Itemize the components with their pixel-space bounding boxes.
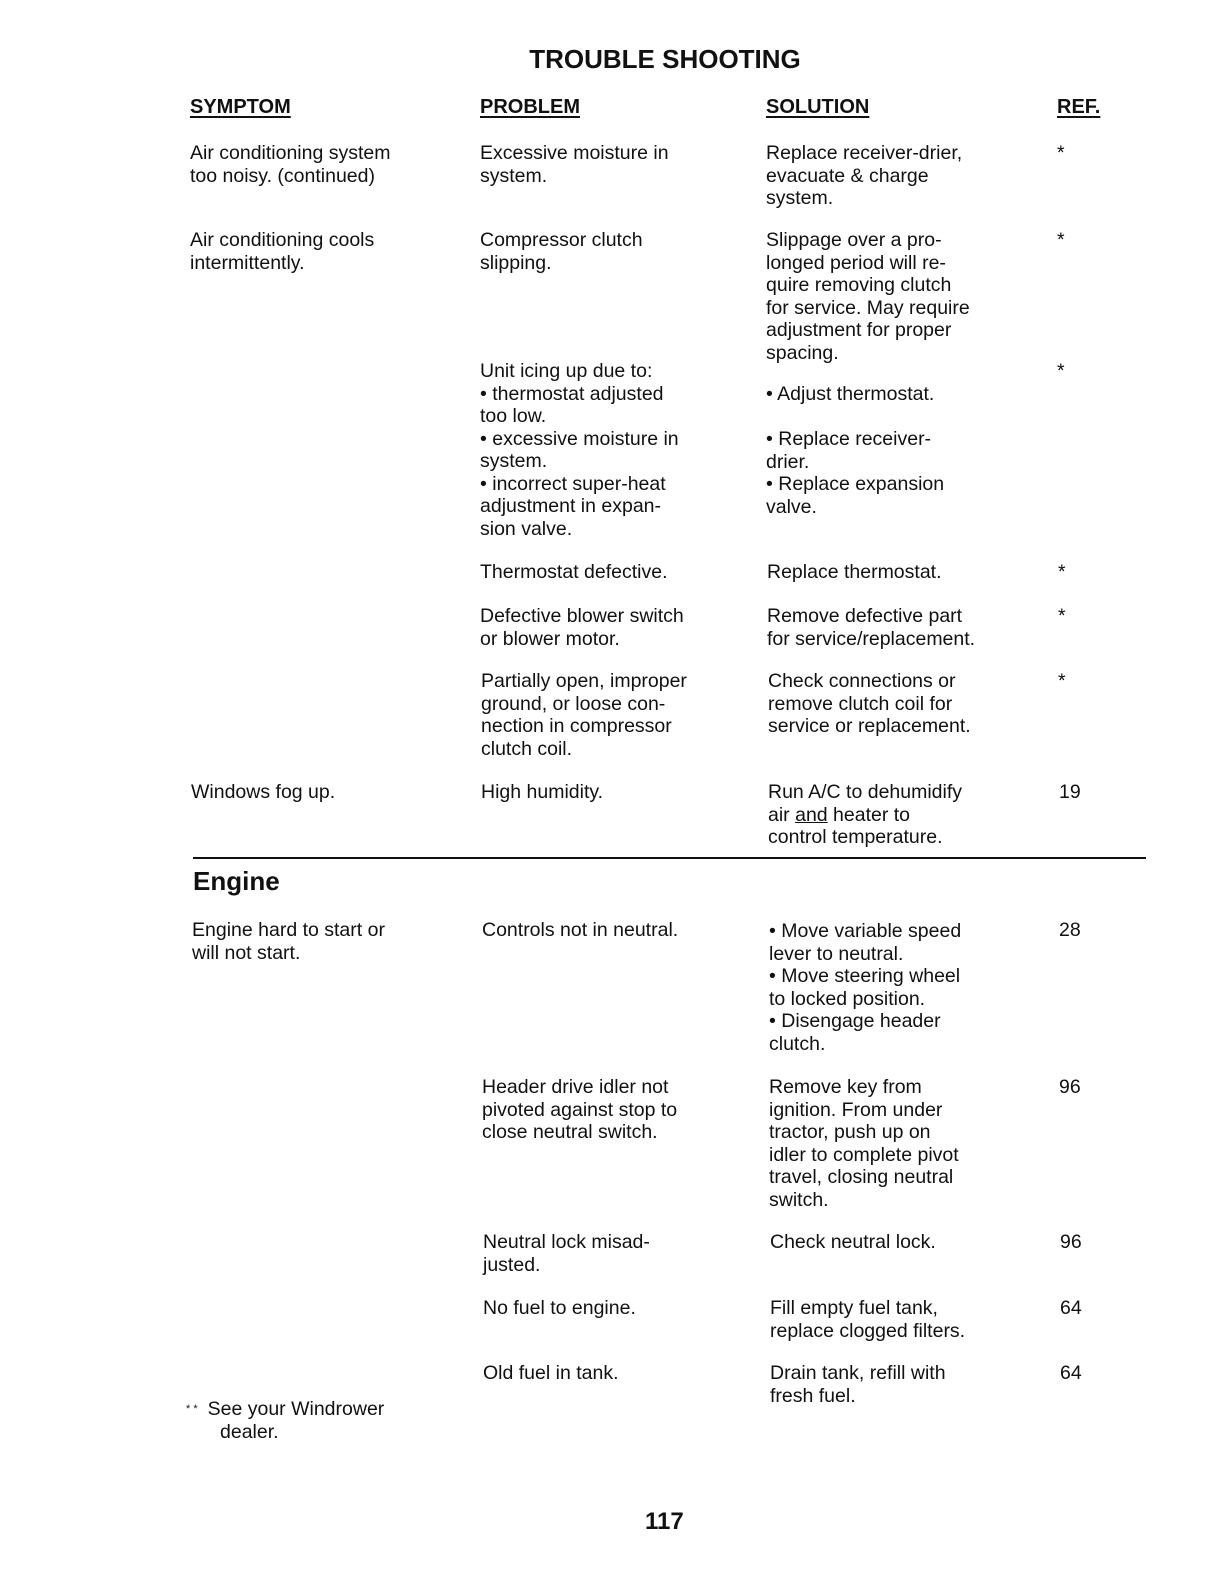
problem-cell: Thermostat defective.: [480, 561, 668, 583]
solution-cell: Replace receiver-drier, evacuate & charge system.: [766, 142, 963, 209]
page-number: 117: [645, 1508, 684, 1535]
solution-cell: • Move variable speed lever to neutral. • Move steering wheel to locked position. • Disengage header clutch.: [769, 920, 962, 1055]
ref-cell: *: [1058, 605, 1066, 627]
solution-cell: Remove key from ignition. From under tractor, push up on idler to complete pivot travel, closing neutral switch.: [769, 1076, 959, 1211]
problem-cell: Neutral lock misad- justed.: [483, 1231, 650, 1276]
ref-column-header: REF.: [1057, 96, 1101, 118]
ref-cell: *: [1058, 561, 1066, 583]
ref-cell: 19: [1059, 781, 1081, 803]
section-heading-engine: Engine: [193, 866, 280, 896]
ref-cell: 28: [1059, 919, 1081, 941]
footnote-text: See your Windrower: [207, 1398, 385, 1420]
problem-cell: No fuel to engine.: [483, 1297, 636, 1319]
solution-text: heater to control temperature.: [768, 803, 943, 848]
solution-cell: Fill empty fuel tank, replace clogged filters.: [770, 1297, 966, 1342]
solution-cell: Replace thermostat.: [767, 561, 942, 583]
problem-cell: Partially open, improper ground, or loose con- nection in compressor clutch coil.: [481, 670, 687, 760]
symptom-column-header: SYMPTOM: [190, 96, 291, 118]
symptom-cell: Air conditioning cools intermittently.: [190, 229, 375, 274]
problem-cell: Excessive moisture in system.: [480, 142, 669, 187]
page-title: TROUBLE SHOOTING: [529, 44, 801, 74]
symptom-cell: Windows fog up.: [191, 781, 336, 803]
footnote-marker: * *: [186, 1403, 198, 1415]
solution-underlined-text: and: [795, 803, 828, 826]
solution-cell: Check neutral lock.: [770, 1231, 936, 1253]
ref-cell: *: [1057, 360, 1065, 382]
solution-cell: Remove defective part for service/replacement.: [767, 605, 976, 650]
ref-cell: 64: [1060, 1362, 1082, 1384]
problem-column-header: PROBLEM: [480, 96, 580, 118]
ref-cell: 96: [1059, 1076, 1081, 1098]
problem-cell: Unit icing up due to: • thermostat adjusted too low. • excessive moisture in system. • incorrect super-heat adjustment in expan- sion valve.: [480, 360, 679, 540]
solution-cell: Check connections or remove clutch coil for service or replacement.: [768, 670, 971, 737]
solution-cell: [768, 781, 962, 849]
solution-text: Run A/C to dehumidify air: [768, 781, 963, 826]
ref-cell: *: [1057, 229, 1065, 251]
problem-cell: Compressor clutch slipping.: [480, 229, 643, 274]
footnote: [186, 1398, 384, 1443]
section-divider: [193, 857, 1146, 859]
solution-column-header: SOLUTION: [766, 96, 870, 118]
solution-cell: Drain tank, refill with fresh fuel.: [770, 1362, 946, 1407]
ref-cell: *: [1057, 142, 1065, 164]
solution-cell: • Adjust thermostat. • Replace receiver- drier. • Replace expansion valve.: [766, 383, 945, 518]
problem-cell: High humidity.: [481, 781, 604, 803]
symptom-cell: Air conditioning system too noisy. (continued): [190, 142, 391, 187]
solution-cell: Slippage over a pro- longed period will re- quire removing clutch for service. May require adjustment for proper spacing.: [766, 229, 970, 364]
problem-cell: Controls not in neutral.: [482, 919, 679, 941]
ref-cell: *: [1058, 670, 1066, 692]
ref-cell: 96: [1060, 1231, 1082, 1253]
footnote-text: dealer.: [220, 1420, 279, 1443]
symptom-cell: Engine hard to start or will not start.: [192, 919, 385, 964]
problem-cell: Defective blower switch or blower motor.: [480, 605, 684, 650]
ref-cell: 64: [1060, 1297, 1082, 1319]
problem-cell: Old fuel in tank.: [483, 1362, 619, 1384]
problem-cell: Header drive idler not pivoted against stop to close neutral switch.: [482, 1076, 678, 1143]
